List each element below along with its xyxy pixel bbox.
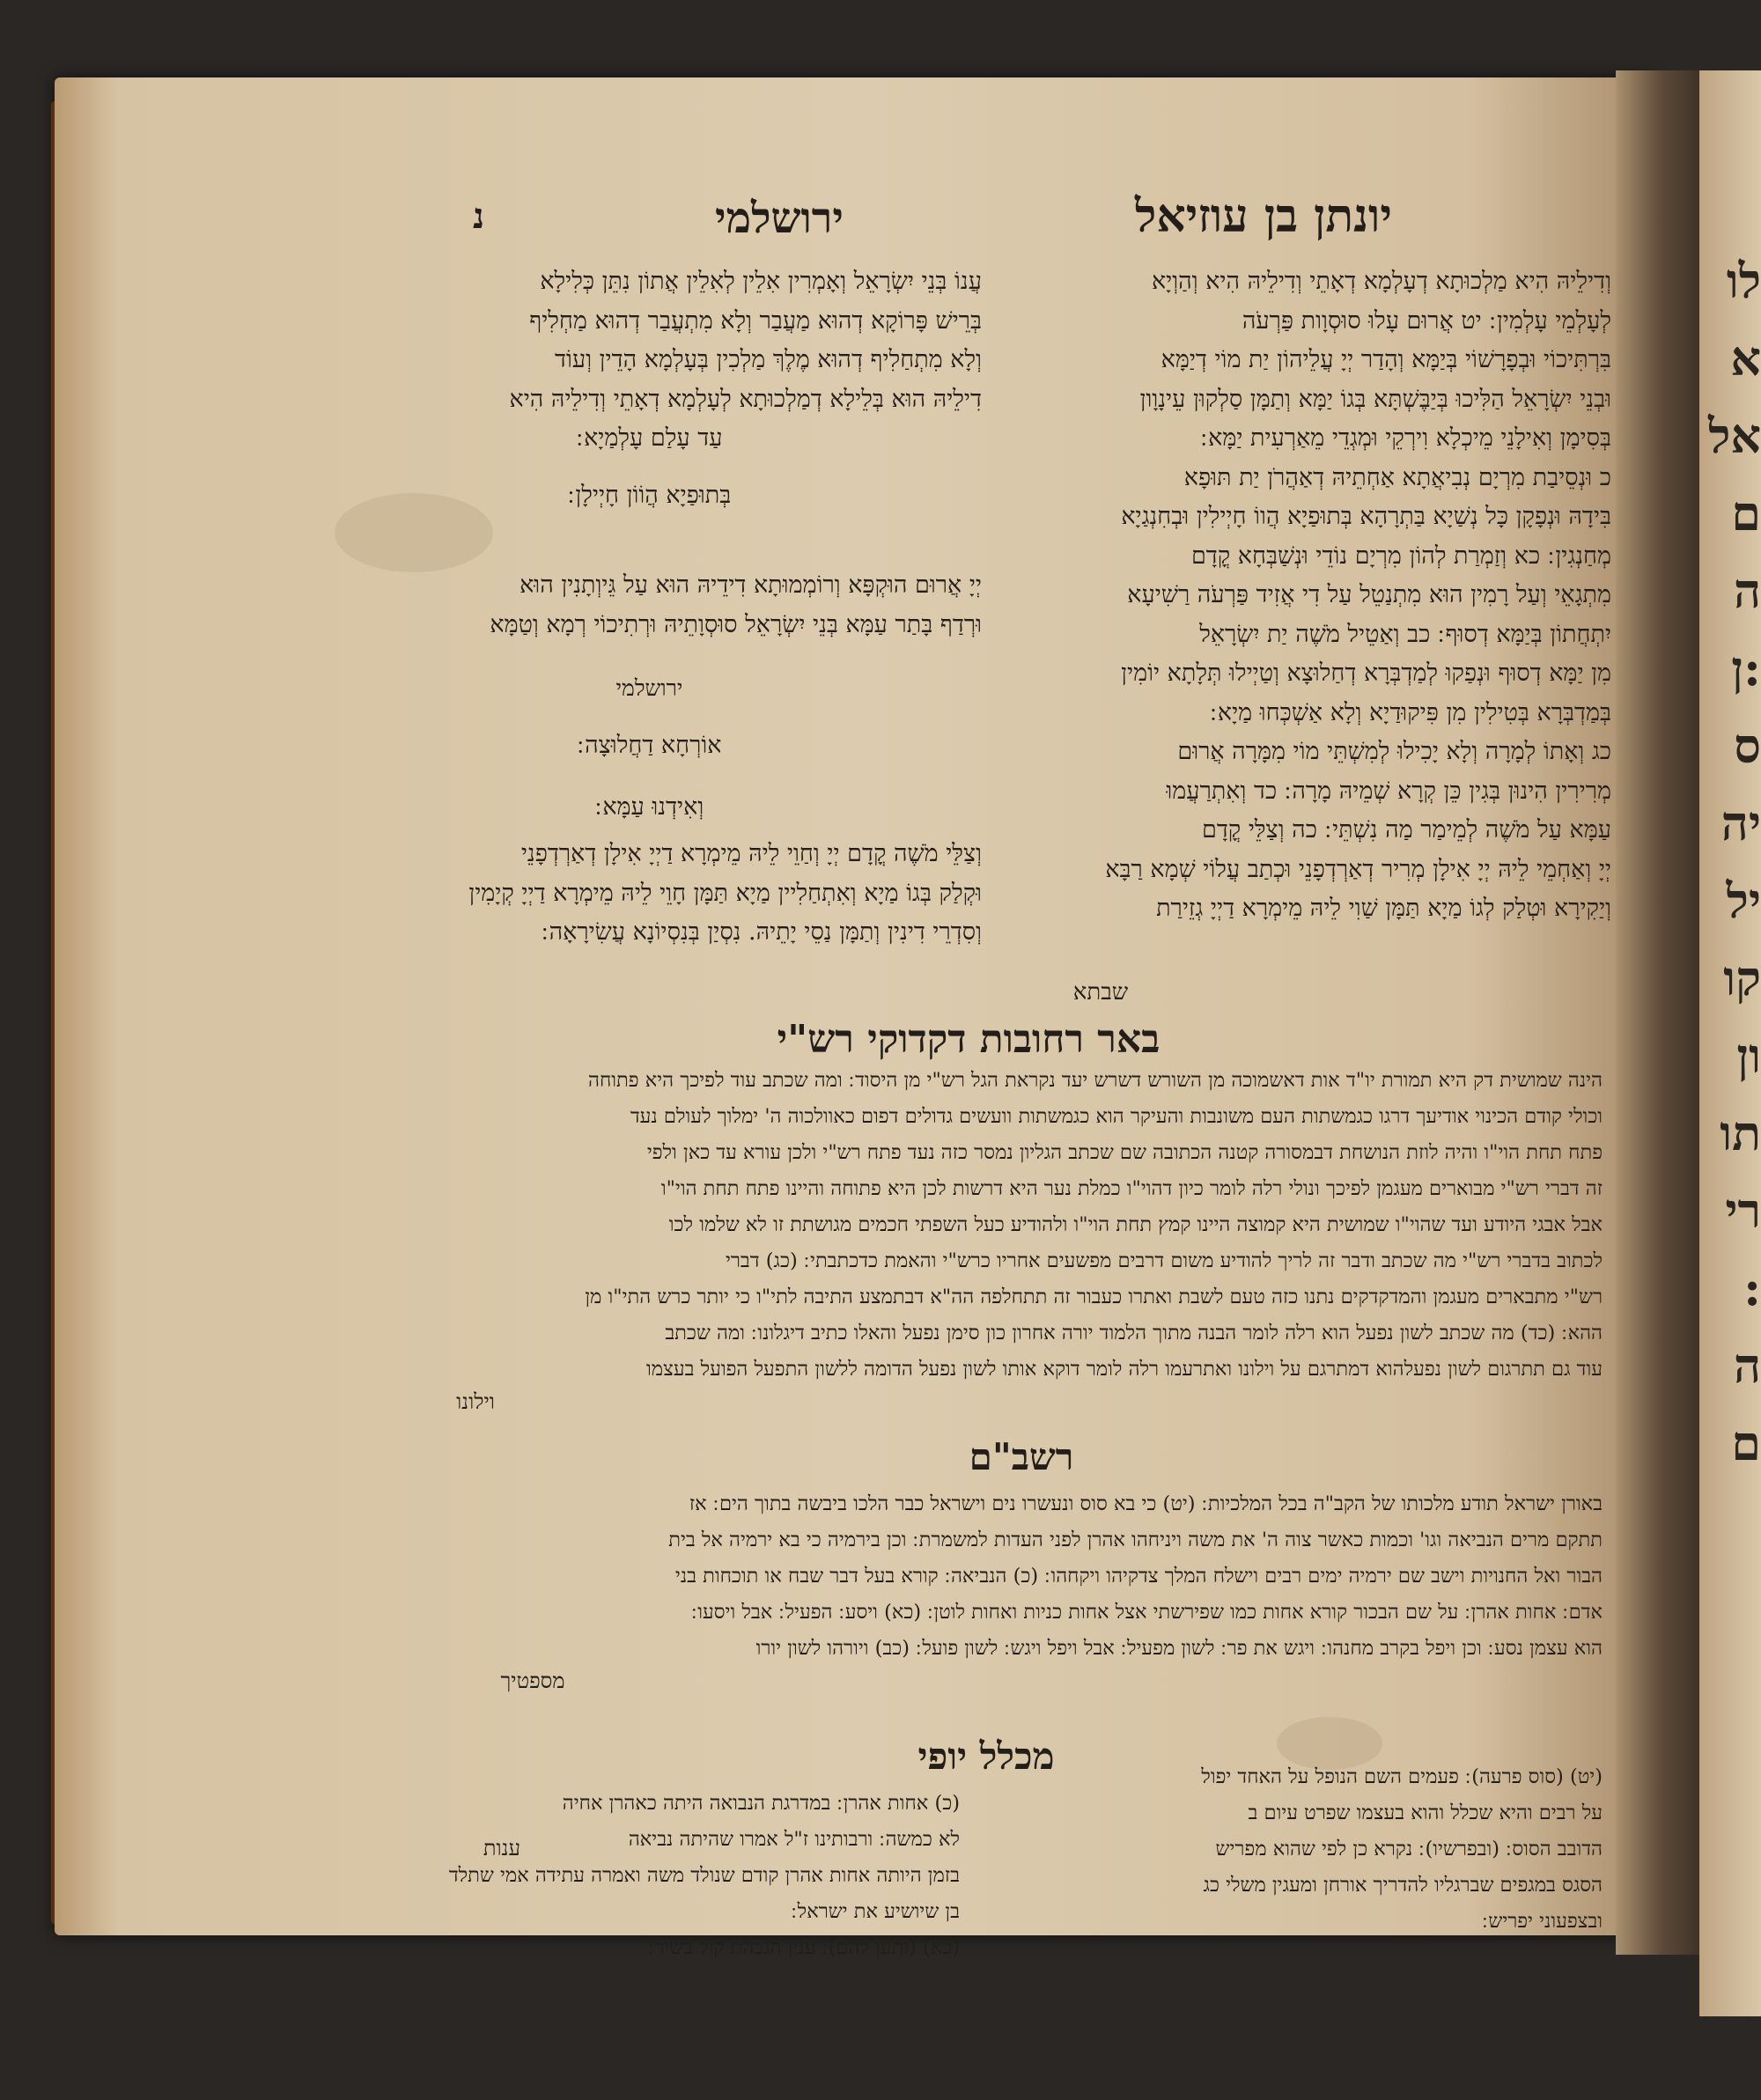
next-page-fragment: ס [1734, 718, 1761, 774]
commentary-line: בן שיושיע את ישראל ׃ [791, 1900, 960, 1923]
next-page-fragment: א [1730, 330, 1761, 387]
text-line: יְיָ אֲרוּם הוּקְפָּא וְרוֹמְמוּתָא דִידֵיהּ הוּא עַל גֵּיוְתָנִין הוּא [519, 571, 982, 599]
commentary-line: על רבים והיא שכלל והוא בעצמו שפרט עיום ב [1248, 1802, 1603, 1824]
next-page-fragment: רי [1725, 1183, 1761, 1239]
text-line: וּבְנֵי יִשְׂרָאֵל הַלִּיכוּ בְּיַבֶּשְׁתָּא בְּגוֹ יַמָּא וְתַמָּן סַלְקוּן עֵינָוָון [1139, 385, 1611, 413]
commentary-line: הדובב הסוס ׃ (ובפרשיו) ׃ נקרא כן לפי שהוא מפריש [1215, 1838, 1603, 1861]
book-gutter [1616, 70, 1704, 1955]
text-line: לְעָלְמֵי עָלְמִין ׃ יט אֲרוּם עָלוּ סוּסְוָות פַּרְעֹה [1242, 306, 1611, 335]
commentary-line: (כ) אחות אהרן ׃ במדרגת הנבואה היתה כאהרן אחיה [562, 1792, 960, 1815]
commentary-line: הבור ואל החנויות וישב שם ירמיה ימים רבים וישלח המלך צדקיהו ויקחהו ׃ (כ) הנביאה ׃ קורא בעל דבר שבח או תוכחות בני [674, 1565, 1603, 1588]
text-line: עַד עָלַם עָלְמַיָא ׃ [576, 424, 723, 452]
michlal-left-column [317, 1786, 960, 1966]
commentary-line: הוא עצמן נסע ׃ וכן ויפל בקרב מחנהו ׃ ויגש את פר ׃ לשון מפעיל ׃ אבל ויפל ויגש ׃ לשון פועל ׃ (כב) ויורהו לשון יורו [755, 1637, 1603, 1660]
commentary-line: רש"י מתבארים מעגמן והמדקדקים נתנו כזה טעם לשבת ואתרו כעבור זה תתחלפה הה"א דבתמצע התיבה לתי"ו כי יותר כרש התי"ו מן [585, 1286, 1603, 1308]
commentary-line: זה דברי רש"י מבוארים מעגמן לפיכך ונולי רלה לומר כיון דהוי"ו כמלת נער היא דרשות לכן היא פתוחה והיינו פתח תחת הוי"ו [660, 1177, 1603, 1200]
text-line: כג וְאָתוֹ לְמָרָה וְלָא יָכִילוּ לְמִשְׁתֵּי מוֹי מִמָּרָה אֲרוּם [1177, 738, 1611, 765]
commentary-line: ובצפעוני יפריש ׃ [1482, 1910, 1603, 1933]
commentary-line: הינה שמושית דק היא תמורת יו"ד אות דאשמוכה מן השורש דשרש יעד נקראת הגל רש"י מן היסוד ׃ ומה שכתב עוד לפיכך היא פתוחה [588, 1069, 1603, 1092]
text-line: עַמָּא עַל מֹשֶׁה לְמֵימַר מַה נִשְׁתֵּי ׃ כה וְצַלֵּי קֳדָם [1201, 816, 1611, 844]
next-page-edge [1699, 70, 1761, 2016]
text-line: וּקְלַק בְּגוֹ מַיָא וְאִתְחַלִיין מַיָא תַּמָּן חָוֵי לֵיהּ מֵימְרָא דַיְיָ קְיָמִין [468, 879, 982, 907]
yerushalmi-label: ירושלמי [615, 675, 683, 701]
next-page-fragment: :ן [1731, 640, 1761, 696]
text-line: בִּידָהּ וּנְפָקָן כָּל נְשַׁיָא בַּתְרָהָא בְּתוּפַיָא הֲווֹ חָיְילִין וּבְחִנְגַיָא [1121, 503, 1611, 530]
next-page-fragment: : [1743, 1260, 1761, 1316]
next-page-text [1699, 70, 1761, 1482]
text-line: בְּתוּפַיָא הֲוֹוֹן חָיְילָן ׃ [567, 481, 732, 509]
next-page-fragment: אל [1708, 408, 1761, 464]
catchword: שבתא [1072, 979, 1129, 1006]
text-line: מִתְגָאֵי וְעַל רָמִין הוּא מִתְנַטֵל עַל דִי אֲזִיד פַּרְעֹה רַשִׁיעָא [1127, 581, 1611, 608]
next-page-fragment: קו [1723, 950, 1761, 1006]
text-line: וְלָא מִתְחַלִיף דְהוּא מֶלֶךְ מַלְכִין בְּעָלְמָא הָדֵין וְעוֹד [555, 346, 982, 373]
next-page-fragment: יל [1726, 873, 1761, 929]
text-line: בְּרֵישׁ פָּרוֹקָא דְהוּא מַעֲבַר וְלָא מִתְעֲבַר דְהוּא מַחְלִיף [529, 306, 982, 335]
text-line: כ וּנְסֵיבַת מִרְיָם נְבִיאֲתָא אַחְתֵיהּ דְאַהֲרֹן יַת תּוּפָא [1183, 463, 1611, 491]
targum-wide-lines [317, 566, 982, 645]
michlal-heading: מכלל יופי [917, 1735, 1055, 1778]
beer-end-word: וילונו [456, 1389, 495, 1414]
running-title-right: יונתן בן עוזיאל [1135, 189, 1392, 243]
text-line: וְצַלֵּי מֹשֶׁה קֳדָם יְיָ וְחַוֵי לֵיהּ מֵימְרָא דַיְיָ אִילָן דְאַרְדְפָנֵי [520, 840, 982, 867]
next-page-fragment: ם [1731, 485, 1761, 542]
text-line: וְדִילֵיהּ הִיא מַלְכוּתָא דְעָלְמָא דְאָתֵי וְדִילֵיהּ הִיא וְהַוְיָא [1151, 268, 1611, 295]
commentary-line: ההא ׃ (כד) מה שכתב לשון נפעל הוא רלה לומר הבנה מתוך הלמוד יורה אחרון כון סימן נפעל והאלו כתיב דיגלונו ׃ ומה שכתב [665, 1322, 1603, 1345]
next-page-fragment: תו [1720, 1105, 1761, 1161]
commentary-line: לכתוב בדברי רש"י מה שכתב ודבר זה לריך להודיע משום דרבים מפשעים אחריו כרש"י והאמת כדכתבתי ׃ (כג) דברי [725, 1249, 1603, 1272]
text-line: וְיַקִירָא וּטְלַק לְגוֹ מַיָא תַּמָּן שַׁוִי לֵיהּ מֵימְרָא דַיְיָ גְזֵירַת [1156, 895, 1611, 922]
michlal-right-column [1004, 1759, 1603, 1940]
yerushalmi-lines [317, 835, 982, 953]
commentary-line: בזמן היותה אחות אהרן קודם שנולד משה ואמרה עתידה אמי שתלד [448, 1864, 960, 1887]
yerushalmi-line: וְאִידְנוּ עַמָּא ׃ [594, 793, 704, 821]
text-line: מְחַנְגִין ׃ כא וְזַמְרַת לְהוֹן מִרְיָם נוֹדֵי וּנְשַׁבְּחָא קֳדָם [1190, 542, 1611, 570]
commentary-line: עוד גם תתרגום לשון נפעלהוא דמתרגם על וילונו ואתרעמו רלה לומר דוקא אותו לשון נפעל הדומה ללשון התפעל הפועל בעצמו [646, 1358, 1603, 1381]
text-line: וְסִדְרֵי דִינִין וְתַמָּן נַסֵי יָתֵיהּ. נִסְיַן בְּנִסְיוֹנָא עֲשִׂירָאָה ׃ [542, 918, 982, 946]
commentary-line: (יט) (סוס פרעה) ׃ פעמים השם הנופל על האחד יפול [1201, 1765, 1603, 1788]
commentary-line: אדם ׃ אחות אהרן ׃ על שם הבכור קורא אחות כמו שפירשתי אצל אחות כניות ואחות לוטן ׃ (כא) ויסע ׃ הפעיל ׃ אבל ויסעו ׃ [691, 1601, 1603, 1624]
text-line: יִתְחֲתוֹן בְּיַמָּא דְסוּף ׃ כב וְאַטֵיל מֹשֶׁה יַת יִשְׂרָאֵל [1199, 620, 1611, 648]
next-page-fragment: יה [1720, 795, 1761, 851]
beer-heading: באר רחובות דקדוקי רש"י [777, 1017, 1160, 1062]
text-line: דִילֵיהּ הוּא בְּלֵילָא דְמַלְכוּתָא לְעָלְמָא דְאָתֵי וְדִילֵיהּ הִיא [509, 385, 982, 413]
commentary-line: תתקם מרים הנביאה וגו' וכמות כאשר צוה ה' את משה ויניחהו אהרן לפני העדות למשמרת ׃ וכן בירמיה כי בא ירמיה אל בית [668, 1529, 1603, 1551]
next-page-fragment: ון [1736, 1028, 1761, 1084]
text-line: מְרִירִין הִינוּן בְּגִין כֵּן קְרָא שְׁמֵיהּ מָרָה ׃ כד וְאִתְרַעֲמוּ [1166, 777, 1611, 805]
commentary-line: הסגס במגפים שברגליו להדריך אורחן ומעגין משלי כג [1203, 1874, 1603, 1897]
rashbam-commentary [317, 1486, 1603, 1667]
text-line: בְּסִימָן וְאִילָנֵי מֵיכְלָא וִירְקֵי וּמְגְדֵי מֵאַרְעִית יַמָּא ׃ [1200, 424, 1611, 452]
next-page-fragment: ם [1731, 1415, 1761, 1471]
next-page-fragment: ה [1733, 1337, 1761, 1394]
running-title-left: ירושלמי [715, 194, 844, 243]
next-page-fragment: ה [1733, 563, 1761, 619]
targum-column-right [999, 262, 1611, 929]
page-number: נ [472, 195, 484, 237]
rashbam-end-word: מספטיך [500, 1669, 565, 1693]
beer-commentary [317, 1063, 1603, 1388]
commentary-line: לא כמשה ׃ ורבותינו ז"ל אמרו שהיתה נביאה [628, 1828, 960, 1851]
text-line: וּרְדַף בָּתַר עַמָּא בְּנֵי יִשְׂרָאֵל סוּסְוָתֵיהּ וּרְתִיכוֹי רְמָא וְטַמָּא [490, 610, 982, 638]
rashbam-heading: רשב"ם [969, 1435, 1074, 1478]
commentary-line: אבל אבגי היודע ועד שהוי"ו שמושית היא קמוצה היינו קמץ תחת הוי"ו ולהודיע כעל השפתי חכמים מגושתת זו לא שלמו לכו [668, 1213, 1603, 1236]
michlal-end-word: ענות [483, 1836, 521, 1861]
commentary-line: באורן ישראל תודע מלכותו של הקב"ה בכל המלכיות ׃ (יט) כי בא סוס ונעשרו נים וישראל כבר הלכו ביבשה בתוך הים ׃ אז [689, 1492, 1603, 1515]
text-line: יְיָ וְאַחְמֵי לֵיהּ יְיָ אִילָן מְרִיר דְאַרְדְפָנֵי וּכְתַב עֲלוֹי שְׁמָא רַבָּא [1105, 855, 1611, 883]
targum-column-left [317, 262, 982, 419]
text-line: בִּרְתִּיכוֹי וּבְפָרָשׁוֹי בְּיַמָּא וְהָדַר יְיָ עֲלֵיהוֹן יַת מוֹי דְיַמָּא [1160, 346, 1611, 373]
text-line: מִן יַמָּא דְסוּף וּנְפַקוּ לְמַדְבְּרָא דְחַלוּצָא וְטַיְילוּ תְּלָתָא יוֹמִין [1121, 659, 1611, 687]
commentary-line: וכולי קודם הכינוי אודיעך דרגו כגמשתות העם משונבות והעיקר הוא כגמשתות וועשים גדולים דפום כאוולכוה ה' ימלוך לעולם נעד [630, 1105, 1603, 1128]
text-line: עֲנוֹ בְּנֵי יִשְׂרָאֵל וְאָמְרִין אִלֵין לְאִלֵין אֲתוֹן נִתֵּן כְּלִילָא [540, 268, 982, 295]
text-line: בְּמַדְבְּרָא בְּטִילִין מִן פִּיקוּדַיָא וְלָא אַשְׁכְּחוּ מַיָא ׃ [1210, 698, 1611, 726]
targum-column-left-centered [317, 419, 982, 533]
yerushalmi-line: אוֹרְחָא דַחֲלוּצָה ׃ [577, 731, 722, 759]
next-page-fragment: לו [1726, 253, 1761, 309]
commentary-line: (כא) (ותען להם) ׃ ענין הגבהת קול בשיר ׃ [648, 1936, 960, 1959]
commentary-line: פתח תחת הוי"ו והיה לוזת הנושחת דבמסורה קטנה הכתובה שם שכתב הגליון נמסר כזה נעד פתח רש"י ולכן עורא עד כאן ולפי [646, 1141, 1603, 1164]
yerushalmi-block [317, 669, 982, 828]
